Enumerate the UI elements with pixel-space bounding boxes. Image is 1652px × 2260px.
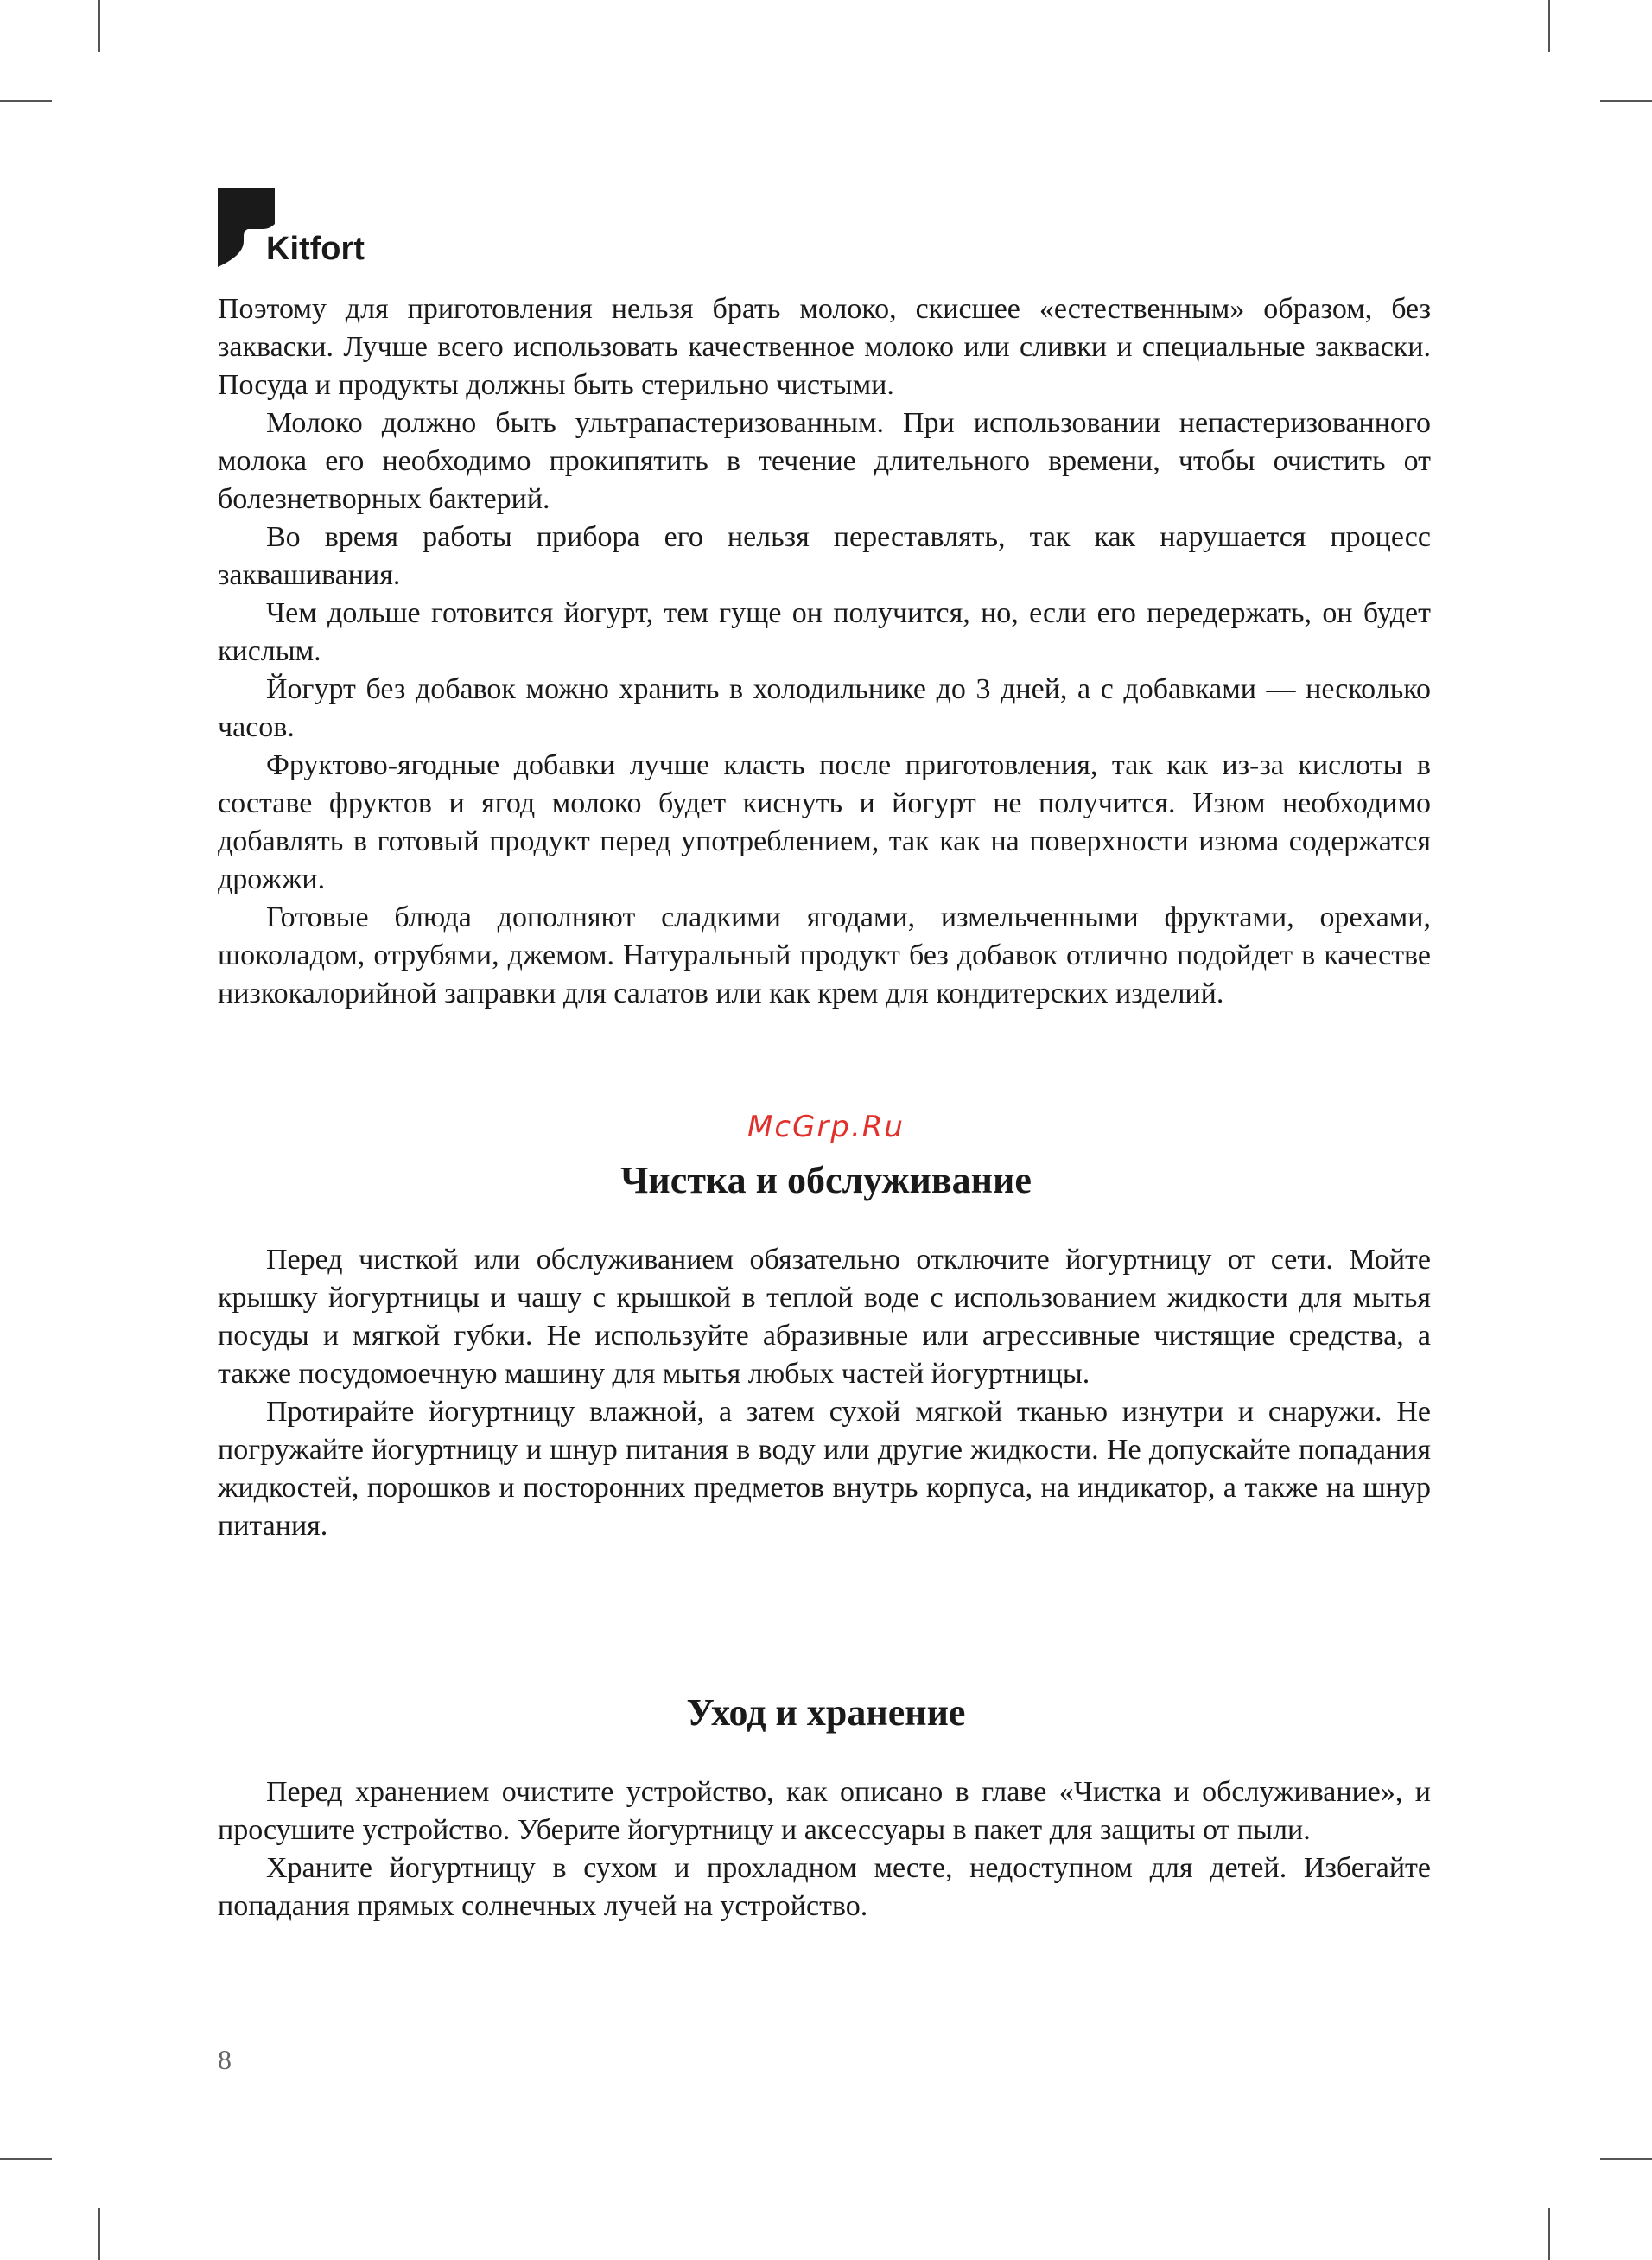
crop-mark [1548, 0, 1550, 52]
paragraph: Чем дольше готовится йогурт, тем гуще он получится, но, если его передержать, он будет кислым. [218, 597, 1431, 667]
brand-logo [218, 188, 391, 271]
crop-mark [0, 100, 52, 102]
paragraph: Молоко должно быть ультрапастеризованным. При использовании непастеризованного молока его необходимо прокипятить в течение длительного времени, чтобы очистить от болезнетворных бактерий. [218, 407, 1431, 515]
crop-mark [1600, 2158, 1652, 2160]
crop-mark [98, 0, 100, 52]
crop-mark [1548, 2208, 1550, 2260]
paragraph: Фруктово-ягодные добавки лучше класть после приготовления, так как из-за кислоты в составе фруктов и ягод молоко будет киснуть и йогурт не получится. Изюм необходимо добавлять в готовый продукт перед употреблением, так как на поверхности изюма содержатся дрожжи. [218, 749, 1431, 895]
paragraph: Перед хранением очистите устройство, как описано в главе «Чистка и обслуживание», и просушите устройство. Уберите йогуртницу и аксессуары в пакет для защиты от пыли. [218, 1776, 1431, 1846]
intro-section [218, 290, 1431, 1013]
brand-name: Kitfort [266, 231, 365, 267]
section-title-cleaning: Чистка и обслуживание [620, 1159, 1032, 1201]
paragraph: Протирайте йогуртницу влажной, а затем сухой мягкой тканью изнутри и снаружи. Не погружайте йогуртницу и шнур питания в воду или другие жидкости. Не допускайте попадания жидкостей, порошков и посторонних предметов внутрь корпуса, на индикатор, а также на шнур питания. [218, 1396, 1431, 1542]
page-number: 8 [218, 2044, 232, 2075]
paragraph: Храните йогуртницу в сухом и прохладном месте, недоступном для детей. Избегайте попадания прямых солнечных лучей на устройство. [218, 1852, 1431, 1922]
storage-section [218, 1773, 1431, 1926]
cleaning-section [218, 1241, 1431, 1545]
section-title-storage: Уход и хранение [686, 1691, 966, 1734]
paragraph: Поэтому для приготовления нельзя брать молоко, скисшее «естественным» образом, без закваски. Лучше всего использовать качественное молоко или сливки и специальные закваски. Посуда и продукты должны быть стерильно чистыми. [218, 293, 1431, 401]
crop-mark [0, 2158, 52, 2160]
paragraph: Готовые блюда дополняют сладкими ягодами, измельченными фруктами, орехами, шоколадом, отрубями, джемом. Натуральный продукт без добавок отлично подойдет в качестве низкокалорийной заправки для салатов или как крем для кондитерских изделий. [218, 901, 1431, 1009]
crop-mark [1600, 100, 1652, 102]
paragraph: Во время работы прибора его нельзя переставлять, так как нарушается процесс заквашивания. [218, 521, 1431, 591]
paragraph: Перед чисткой или обслуживанием обязательно отключите йогуртницу от сети. Мойте крышку йогуртницы и чашу с крышкой в теплой воде с использованием жидкости для мытья посуды и мягкой губки. Не используйте абразивные или агрессивные чистящие средства, а также посудомоечную машину для мытья любых частей йогуртницы. [218, 1244, 1431, 1390]
paragraph: Йогурт без добавок можно хранить в холодильнике до 3 дней, а с добавками — несколько часов. [218, 673, 1431, 743]
watermark: McGrp.Ru [747, 1110, 905, 1144]
crop-mark [98, 2208, 100, 2260]
